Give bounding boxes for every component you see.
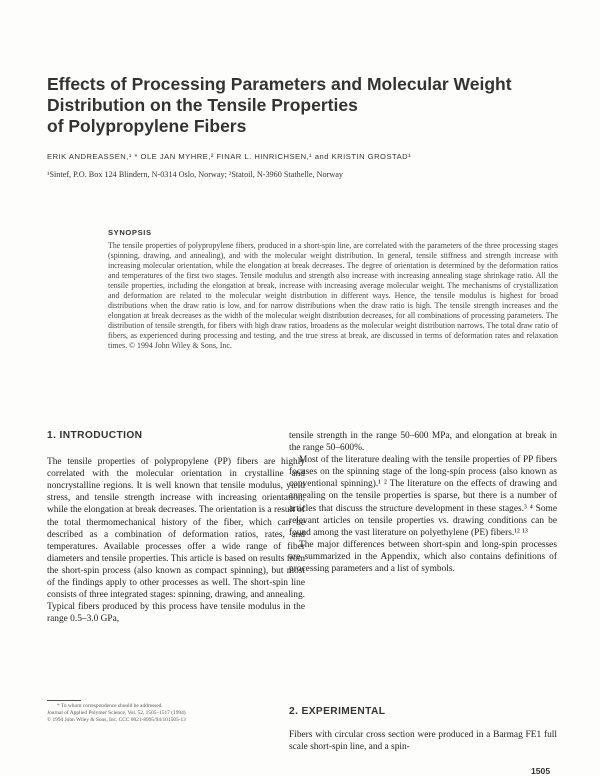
experimental-paragraph: Fibers with circular cross section were produced in a Barmag FE1 full scale short-spin line, and a spin- [289,730,557,753]
intro-paragraph-2: Most of the literature dealing with the tensile properties of PP fibers focuses on the spinning stage of the long-spin process (also known as conventional spinning).¹ ² The literature on the effects of drawing and annealing on the tensile properties is sparse, but there is a number of articles that discuss the structure development in these stages.³ ⁴ Some relevant articles on tensile properties vs. drawing conditions can be found among the vast literature on polyethylene (PE) fibers.¹² ¹³ [289,455,557,538]
footnote-rule [47,700,81,701]
footnote-journal: Journal of Applied Polymer Science, Vol. 52, 1505–1517 (1994) [47,710,186,716]
title-line: Distribution on the Tensile Properties [47,95,358,115]
footnote-correspondence: * To whom correspondence should be addressed. [57,703,163,709]
intro-paragraph: The tensile properties of polypropylene (PP) fibers are highly correlated with the molecular orientation in crystalline and noncrystalline regions. It is well known that tensile modulus, yield stress, and tensile strength increase with increasing orientation, while the elongation at break decreases. The orientation is a result of the total thermomechanical history of the fiber, which can be described as a combination of deformation ratios, rates, and temperatures. Available processes offer a wide range of fiber diameters and tensile properties. This article is based on results from the short-spin process (also known as compact spinning), but most of the findings apply to other processes as well. The short-spin line consists of three integrated stages: spinning, drawing, and annealing. Typical fibers produced by this process have tensile modulus in the range 0.5–3.0 GPa, [47,457,306,625]
footnotes [47,703,283,724]
affiliations: ¹Sintef, P.O. Box 124 Blindern, N-0314 Oslo, Norway; ²Statoil, N-3960 Stathelle, Norway [47,170,343,179]
title-line: Effects of Processing Parameters and Molecular Weight [47,74,512,94]
synopsis-text: The tensile properties of polypropylene fibers, produced in a short-spin line, are correlated with the parameters of the three processing stages (spinning, drawing, and annealing), and with the molecular weight distribution. In general, tensile stiffness and strength increase with increasing molecular orientation, while the elongation at break decreases. The degree of orientation is determined by the deformation ratios and temperatures of the first two stages. Tensile modulus and strength also increase with increasing annealing stage shrinkage ratio. All the tensile properties, including the elongation at break, increase with increasing average molecular weight. The mechanisms of crystallization and deformation are related to the molecular weight distribution in different ways. Hence, the tensile modulus is highest for broad distributions when the draw ratio is low, and for narrow distributions when the draw ratio is high. The tensile strength increases and the elongation at break decreases as the width of the molecular weight distribution decreases, for all combinations of processing parameters. The distribution of tensile strength, for fibers with high draw ratios, broadens as the molecular weight distribution narrows. The total draw ratio of fibers, as experienced during processing and testing, and the true stress at break, are discussed in terms of deformation rates and relaxation times. © 1994 John Wiley & Sons, Inc. [108,241,558,350]
intro-paragraph-3: The major differences between short-spin and long-spin processes are summarized in the Appendix, which also contains definitions of processing parameters and a list of symbols. [289,539,557,575]
author-list: ERIK ANDREASSEN,¹ * OLE JAN MYHRE,² FINAR L. HINRICHSEN,¹ and KRISTIN GROSTAD¹ [47,152,412,161]
footnote-copyright: © 1994 John Wiley & Sons, Inc. CCC 0021-8995/94/101505-13 [47,717,186,723]
title-line: of Polypropylene Fibers [47,116,247,136]
synopsis-heading: SYNOPSIS [108,228,152,237]
intro-continuation: tensile strength in the range 50–600 MPa, and elongation at break in the range 50–600%. [289,431,557,454]
right-column [289,430,557,575]
section-heading-introduction: 1. INTRODUCTION [47,430,143,441]
left-column [47,430,305,625]
article-title [47,74,517,137]
page-number: 1505 [531,766,551,776]
section-heading-experimental: 2. EXPERIMENTAL [289,706,386,717]
